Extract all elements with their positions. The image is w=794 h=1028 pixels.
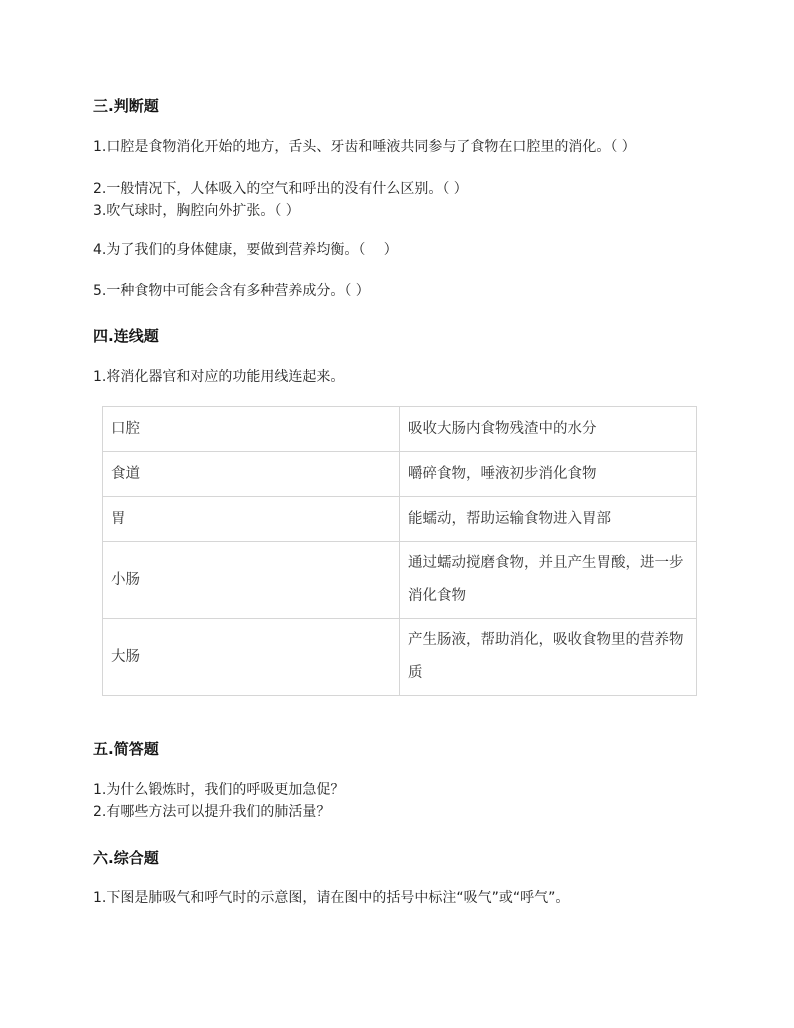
function-cell: 嚼碎食物，唾液初步消化食物 (400, 452, 697, 497)
section-4-heading: 四.连线题 (93, 327, 159, 345)
organ-cell: 大肠 (103, 619, 400, 696)
section-6-heading: 六.综合题 (93, 849, 159, 867)
judge-question-5: 5.一种食物中可能会含有多种营养成分。（ ） (93, 283, 370, 299)
judge-question-4: 4.为了我们的身体健康，要做到营养均衡。（ ） (93, 242, 398, 258)
judge-question-2: 2.一般情况下，人体吸入的空气和呼出的没有什么区别。（ ） (93, 181, 468, 197)
table-row (103, 542, 697, 619)
judge-question-3: 3.吹气球时，胸腔向外扩张。（ ） (93, 203, 300, 219)
organ-cell: 小肠 (103, 542, 400, 619)
table-row (103, 497, 697, 542)
organ-cell: 胃 (103, 497, 400, 542)
table-row (103, 407, 697, 452)
function-cell: 产生肠液，帮助消化，吸收食物里的营养物质 (400, 619, 697, 696)
organ-cell: 食道 (103, 452, 400, 497)
judge-question-1: 1.口腔是食物消化开始的地方，舌头、牙齿和唾液共同参与了食物在口腔里的消化。（ ） (93, 139, 636, 155)
comprehensive-question-1: 1.下图是肺吸气和呼气时的示意图，请在图中的括号中标注“吸气”或“呼气”。 (93, 890, 570, 906)
section-3-heading: 三.判断题 (93, 97, 159, 115)
short-answer-question-1: 1.为什么锻炼时，我们的呼吸更加急促？ (93, 782, 345, 798)
matching-question-1: 1.将消化器官和对应的功能用线连起来。 (93, 369, 345, 385)
table-row (103, 452, 697, 497)
section-5-heading: 五.简答题 (93, 740, 159, 758)
function-cell: 吸收大肠内食物残渣中的水分 (400, 407, 697, 452)
function-cell: 能蠕动，帮助运输食物进入胃部 (400, 497, 697, 542)
table-row (103, 619, 697, 696)
matching-table (102, 406, 697, 696)
short-answer-question-2: 2.有哪些方法可以提升我们的肺活量？ (93, 804, 331, 820)
function-cell: 通过蠕动搅磨食物，并且产生胃酸，进一步消化食物 (400, 542, 697, 619)
organ-cell: 口腔 (103, 407, 400, 452)
